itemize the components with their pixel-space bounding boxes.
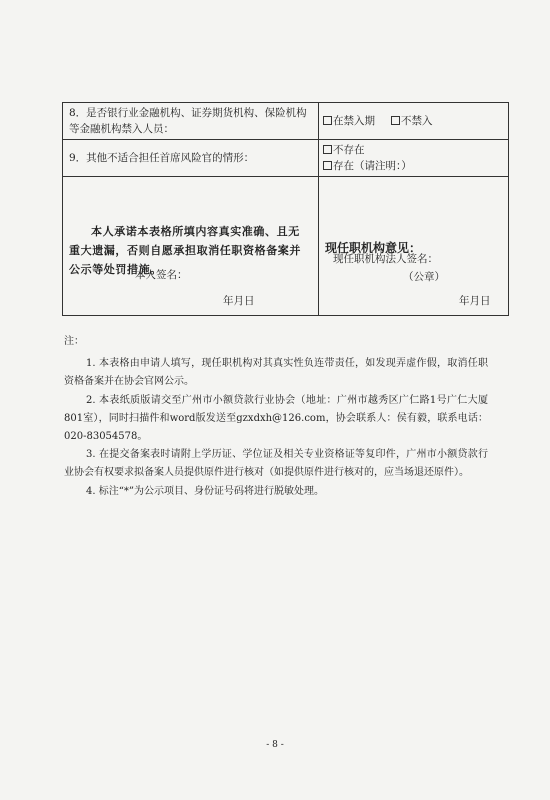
notes-heading: 注： — [64, 336, 84, 347]
question-9-options — [319, 140, 509, 177]
question-row-8 — [63, 103, 509, 140]
checkbox-icon[interactable] — [323, 116, 332, 125]
question-9-text: 9．其他不适合担任首席风险官的情形： — [63, 140, 319, 177]
note-item: 4. 标注“*”为公示项目、身份证号码将进行脱敏处理。 — [86, 485, 324, 497]
employer-opinion-cell — [319, 177, 509, 316]
option-not-banned[interactable] — [391, 115, 433, 127]
question-row-9 — [63, 140, 509, 177]
checkbox-icon[interactable] — [323, 161, 332, 170]
option-not-exist[interactable] — [323, 142, 504, 158]
note-item: 3. 在提交备案表时请附上学历证、学位证及相关专业资格证等复印件，广州市小额贷款行业协会有权要求拟备案人员提供原件进行核对（如提供原件进行核对的，应当场退还原件）。 — [64, 449, 488, 479]
filing-form-table — [62, 102, 509, 316]
option-exist[interactable] — [323, 158, 504, 174]
applicant-signature-label: 本人签名： — [135, 269, 188, 281]
option-in-ban-period[interactable] — [323, 115, 375, 127]
note-item: 1. 本表格由申请人填写，现任职机构对其真实性负连带责任，如发现弄虚作假，取消任职资格备案并在协会官网公示。 — [64, 358, 488, 388]
option-label: 存在（请注明：） — [333, 160, 412, 172]
question-8-options — [319, 103, 509, 140]
option-label: 不禁入 — [401, 115, 433, 127]
page-number: - 8 - — [266, 740, 284, 750]
question-8-text: 8．是否银行业金融机构、证券期货机构、保险机构等金融机构禁入人员： — [63, 103, 319, 140]
employer-opinion-title: 现任职机构意见： — [325, 241, 422, 255]
employer-signature-label: 现任职机构法人签名： — [333, 253, 438, 265]
note-item: 2. 本表纸质版请交至广州市小额贷款行业协会（地址：广州市越秀区广仁路1号广仁大厦801室），同时扫描件和word版发送至gzxdxh@126.com，协会联系人：侯有毅，联系电话：020-83054578。 — [64, 394, 488, 443]
checkbox-icon[interactable] — [323, 145, 332, 154]
notes-section — [64, 333, 488, 501]
employer-date: 年月日 — [459, 295, 491, 307]
signature-row — [63, 177, 509, 316]
company-seal-label: （公章） — [403, 271, 445, 283]
applicant-pledge-cell — [63, 177, 319, 316]
applicant-date: 年月日 — [223, 295, 255, 307]
checkbox-icon[interactable] — [391, 116, 400, 125]
option-label: 在禁入期 — [333, 115, 375, 127]
option-label: 不存在 — [333, 144, 365, 156]
pledge-text: 本人承诺本表格所填内容真实准确、且无重大遗漏，否则自愿承担取消任职资格备案并公示等处罚措施。 — [69, 224, 301, 276]
